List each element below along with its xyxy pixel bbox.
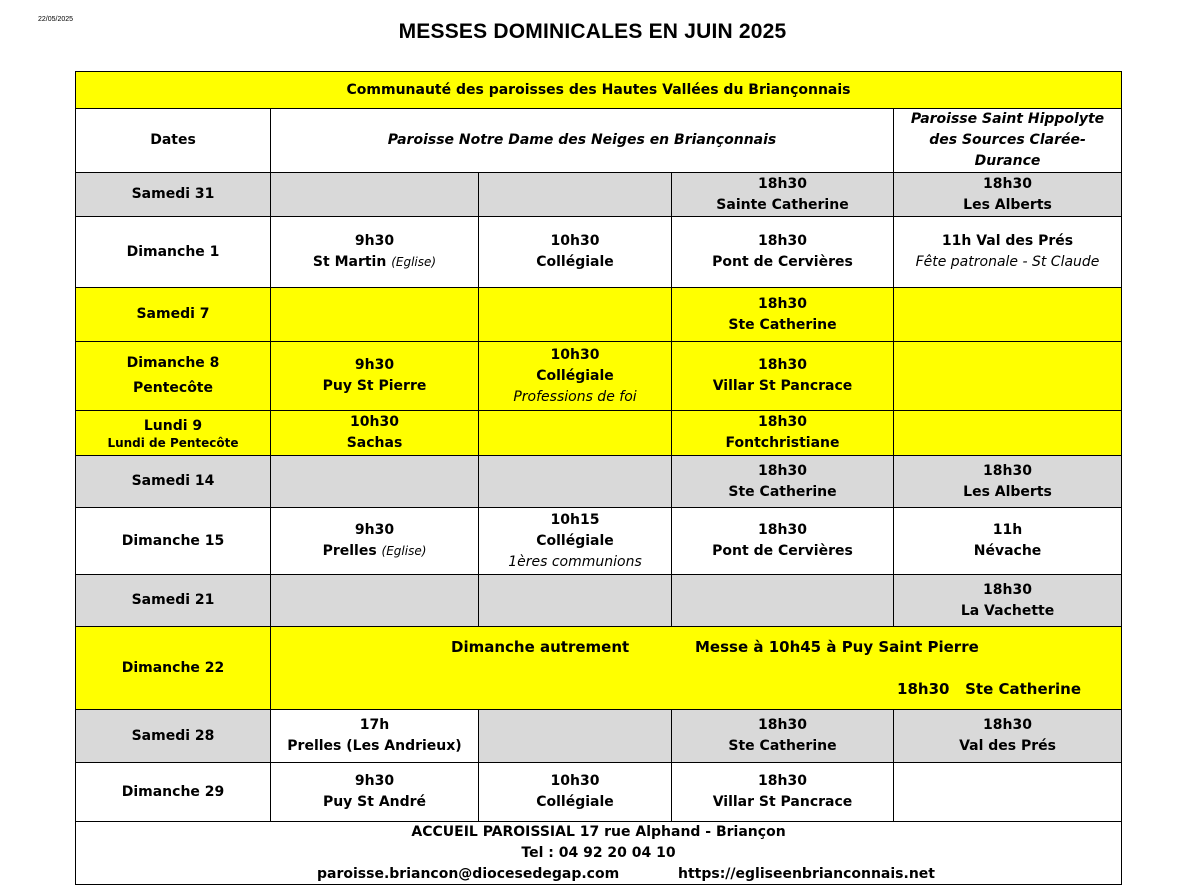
schedule-cell: 10h30 Collégiale — [479, 763, 672, 822]
date-cell: Samedi 28 — [76, 710, 271, 763]
schedule-cell: 17h Prelles (Les Andrieux) — [271, 710, 479, 763]
table-row — [76, 456, 1122, 508]
table-row — [76, 508, 1122, 575]
header-row — [76, 109, 1122, 173]
table-row — [76, 575, 1122, 627]
header-dates: Dates — [76, 109, 271, 173]
table-row — [76, 763, 1122, 822]
schedule-cell — [479, 173, 672, 217]
date-cell: Samedi 31 — [76, 173, 271, 217]
schedule-cell: 18h30 Villar St Pancrace — [672, 763, 894, 822]
schedule-cell: 9h30 Puy St André — [271, 763, 479, 822]
date-cell: Samedi 14 — [76, 456, 271, 508]
schedule-cell: 18h30 Villar St Pancrace — [672, 342, 894, 411]
schedule-cell: 18h30 Val des Prés — [894, 710, 1122, 763]
schedule-cell: 10h30 Collégiale Professions de foi — [479, 342, 672, 411]
header-paroisse2-line1: Paroisse Saint Hippolyte — [910, 111, 1105, 127]
table-row — [76, 342, 1122, 411]
date-cell: Samedi 7 — [76, 288, 271, 342]
table-row — [76, 411, 1122, 456]
footer-website-link[interactable]: https://egliseenbrianconnais.net — [678, 866, 935, 882]
schedule-cell: 18h30 Les Alberts — [894, 456, 1122, 508]
schedule-cell: 9h30 St Martin (Eglise) — [271, 217, 479, 288]
schedule-cell — [479, 288, 672, 342]
schedule-cell: 18h30 Fontchristiane — [672, 411, 894, 456]
schedule-cell: 10h30 Sachas — [271, 411, 479, 456]
table-row — [76, 710, 1122, 763]
schedule-cell: 18h30 Pont de Cervières — [672, 217, 894, 288]
schedule-cell — [271, 173, 479, 217]
special-evening-mass: 18h30 Ste Catherine — [897, 680, 1082, 698]
table-row — [76, 217, 1122, 288]
communaute-title: Communauté des paroisses des Hautes Vallées du Briançonnais — [76, 72, 1122, 109]
table-row — [76, 173, 1122, 217]
date-cell: Dimanche 1 — [76, 217, 271, 288]
header-paroisse-notre-dame: Paroisse Notre Dame des Neiges en Briançonnais — [271, 109, 894, 173]
date-cell: Dimanche 22 — [76, 627, 271, 710]
footer-row — [76, 822, 1122, 885]
schedule-cell — [271, 456, 479, 508]
footer-address: ACCUEIL PAROISSIAL 17 rue Alphand - Briançon — [411, 824, 786, 840]
schedule-cell: 18h30 Les Alberts — [894, 173, 1122, 217]
mass-schedule-table — [75, 71, 1122, 885]
footer-contact — [76, 822, 1122, 885]
footer-phone: Tel : 04 92 20 04 10 — [521, 845, 676, 861]
date-cell: Dimanche 8 Pentecôte — [76, 342, 271, 411]
header-paroisse2-line2: des Sources Clarée-Durance — [929, 132, 1086, 169]
special-mass: Messe à 10h45 à Puy Saint Pierre — [695, 638, 979, 656]
schedule-cell: 18h30 Pont de Cervières — [672, 508, 894, 575]
communaute-row — [76, 72, 1122, 109]
schedule-cell — [271, 288, 479, 342]
schedule-cell: 9h30 Puy St Pierre — [271, 342, 479, 411]
special-event-cell — [271, 627, 1122, 710]
schedule-cell: 10h30 Collégiale — [479, 217, 672, 288]
schedule-cell — [479, 575, 672, 627]
schedule-cell: 11h Névache — [894, 508, 1122, 575]
table-row — [76, 288, 1122, 342]
schedule-cell: 18h30 Ste Catherine — [672, 288, 894, 342]
date-cell: Samedi 21 — [76, 575, 271, 627]
document-date: 22/05/2025 — [38, 16, 74, 23]
schedule-cell — [672, 575, 894, 627]
schedule-cell: 9h30 Prelles (Eglise) — [271, 508, 479, 575]
date-cell: Dimanche 29 — [76, 763, 271, 822]
date-cell: Dimanche 15 — [76, 508, 271, 575]
table-row — [76, 627, 1122, 710]
schedule-cell — [894, 411, 1122, 456]
schedule-cell — [894, 342, 1122, 411]
schedule-cell — [894, 763, 1122, 822]
schedule-cell — [479, 411, 672, 456]
header-paroisse-saint-hippolyte — [894, 109, 1122, 173]
footer-email-link[interactable]: paroisse.briancon@diocesedegap.com — [317, 866, 620, 882]
schedule-cell — [479, 710, 672, 763]
schedule-cell — [271, 575, 479, 627]
special-label: Dimanche autrement — [451, 638, 630, 656]
schedule-cell: 18h30 Sainte Catherine — [672, 173, 894, 217]
schedule-cell: 18h30 Ste Catherine — [672, 710, 894, 763]
schedule-cell — [479, 456, 672, 508]
schedule-cell: 18h30 Ste Catherine — [672, 456, 894, 508]
schedule-cell: 11h Val des Prés Fête patronale - St Claude — [894, 217, 1122, 288]
schedule-cell: 10h15 Collégiale 1ères communions — [479, 508, 672, 575]
page-title: MESSES DOMINICALES EN JUIN 2025 — [398, 20, 787, 43]
schedule-cell — [894, 288, 1122, 342]
date-cell: Lundi 9 Lundi de Pentecôte — [76, 411, 271, 456]
schedule-cell: 18h30 La Vachette — [894, 575, 1122, 627]
